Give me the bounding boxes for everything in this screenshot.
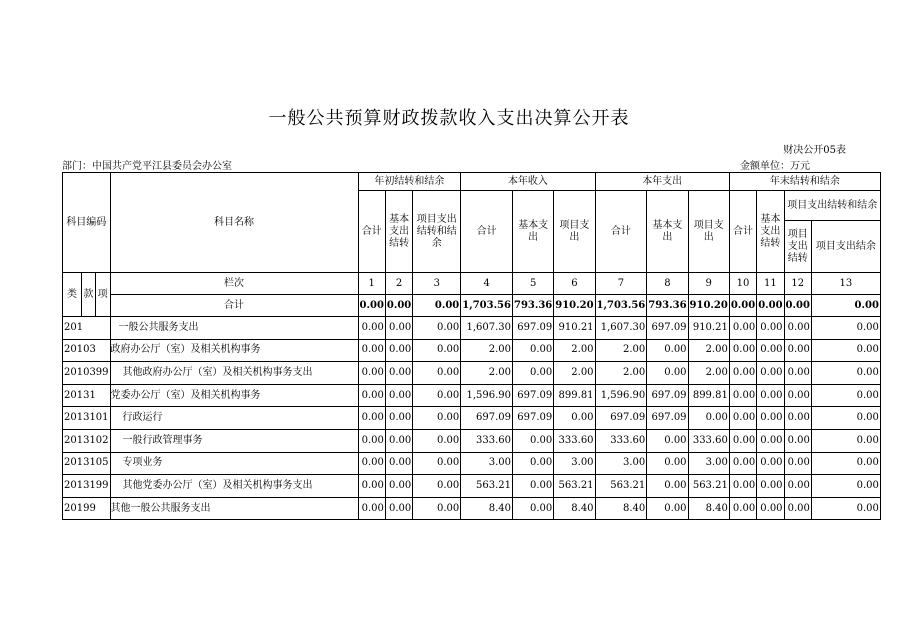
- row-value: 0.00: [757, 339, 784, 362]
- total-cell: 1,703.56: [461, 295, 513, 317]
- row-value: 0.00: [385, 452, 412, 475]
- row-code: 20199: [63, 497, 111, 520]
- row-value: 333.60: [461, 429, 513, 452]
- header-year-income: 本年收入: [461, 173, 595, 191]
- row-value: 0.00: [358, 452, 385, 475]
- row-value: 2.00: [688, 362, 729, 385]
- row-value: 0.00: [811, 339, 880, 362]
- total-cell: 910.20: [688, 295, 729, 317]
- row-value: 0.00: [757, 452, 784, 475]
- row-name: 政府办公厅（室）及相关机构事务: [110, 339, 358, 362]
- row-value: 3.00: [461, 452, 513, 475]
- row-value: 0.00: [358, 475, 385, 498]
- row-value: 0.00: [413, 317, 461, 340]
- col-num: 8: [647, 273, 688, 295]
- row-value: 0.00: [647, 497, 688, 520]
- row-value: 2.00: [595, 339, 647, 362]
- header-expense-project: 项目支出: [688, 191, 729, 273]
- row-name: 专项业务: [110, 452, 358, 475]
- row-name: 其他一般公共服务支出: [110, 497, 358, 520]
- row-value: 0.00: [757, 317, 784, 340]
- total-cell: 0.00: [358, 295, 385, 317]
- row-value: 697.09: [647, 407, 688, 430]
- row-value: 0.00: [385, 407, 412, 430]
- table-row: [63, 339, 881, 362]
- row-value: 333.60: [595, 429, 647, 452]
- header-end-project-group: 项目支出结转和结余: [784, 191, 880, 221]
- row-value: 899.81: [554, 384, 595, 407]
- row-value: 0.00: [729, 384, 756, 407]
- row-value: 0.00: [358, 429, 385, 452]
- row-value: 1,596.90: [461, 384, 513, 407]
- row-value: 0.00: [358, 384, 385, 407]
- row-value: 0.00: [647, 475, 688, 498]
- row-value: 0.00: [757, 362, 784, 385]
- row-value: 563.21: [688, 475, 729, 498]
- table-row: [63, 407, 881, 430]
- header-expense-basic: 基本支出: [647, 191, 688, 273]
- col-num: 11: [757, 273, 784, 295]
- row-value: 0.00: [413, 452, 461, 475]
- row-value: 0.00: [729, 339, 756, 362]
- row-value: 0.00: [413, 429, 461, 452]
- total-cell: 793.36: [647, 295, 688, 317]
- row-value: 0.00: [811, 452, 880, 475]
- total-cell: 0.00: [729, 295, 756, 317]
- header-begin-balance: 年初结转和结余: [358, 173, 461, 191]
- row-value: 0.00: [512, 497, 553, 520]
- col-num: 13: [811, 273, 880, 295]
- table-row: [63, 497, 881, 520]
- table-row: [63, 384, 881, 407]
- row-value: 0.00: [729, 497, 756, 520]
- row-value: 0.00: [385, 497, 412, 520]
- row-value: 0.00: [385, 317, 412, 340]
- row-name: 行政运行: [110, 407, 358, 430]
- header-end-total: 合计: [729, 191, 756, 273]
- row-value: 3.00: [688, 452, 729, 475]
- row-value: 0.00: [413, 384, 461, 407]
- row-value: 0.00: [688, 407, 729, 430]
- row-value: 0.00: [784, 429, 811, 452]
- row-value: 0.00: [729, 452, 756, 475]
- total-label: 合计: [110, 295, 358, 317]
- header-begin-basic: 基本支出结转: [385, 191, 412, 273]
- total-cell: 0.00: [811, 295, 880, 317]
- table-row: [63, 429, 881, 452]
- row-value: 910.21: [554, 317, 595, 340]
- row-name: 其他党委办公厅（室）及相关机构事务支出: [110, 475, 358, 498]
- row-value: 0.00: [385, 384, 412, 407]
- row-value: 0.00: [358, 407, 385, 430]
- row-value: 0.00: [811, 362, 880, 385]
- header-end-balance: 年末结转和结余: [729, 173, 880, 191]
- row-value: 0.00: [729, 475, 756, 498]
- total-cell: 910.20: [554, 295, 595, 317]
- row-code: 20131: [63, 384, 111, 407]
- row-value: 0.00: [647, 362, 688, 385]
- row-value: 0.00: [385, 475, 412, 498]
- row-value: 563.21: [461, 475, 513, 498]
- header-column-index-label: 栏次: [110, 273, 358, 295]
- row-value: 0.00: [757, 407, 784, 430]
- table-row: [63, 362, 881, 385]
- row-value: 0.00: [811, 384, 880, 407]
- header-subject-code: 科目编码: [63, 173, 111, 273]
- row-value: 0.00: [729, 317, 756, 340]
- row-value: 333.60: [554, 429, 595, 452]
- header-expense-total: 合计: [595, 191, 647, 273]
- row-value: 0.00: [784, 452, 811, 475]
- row-value: 563.21: [595, 475, 647, 498]
- row-value: 697.09: [595, 407, 647, 430]
- total-cell: 0.00: [385, 295, 412, 317]
- row-value: 0.00: [385, 362, 412, 385]
- header-kuan: 款: [82, 273, 96, 317]
- row-value: 0.00: [729, 362, 756, 385]
- row-value: 697.09: [512, 317, 553, 340]
- row-value: 1,607.30: [595, 317, 647, 340]
- col-num: 1: [358, 273, 385, 295]
- row-name: 其他政府办公厅（室）及相关机构事务支出: [110, 362, 358, 385]
- col-num: 12: [784, 273, 811, 295]
- row-value: 0.00: [784, 362, 811, 385]
- row-value: 697.09: [647, 384, 688, 407]
- header-subject-name: 科目名称: [110, 173, 358, 273]
- unit-label: 金额单位：万元: [740, 161, 810, 172]
- table-row: [63, 317, 881, 340]
- row-code: 2010399: [63, 362, 111, 385]
- row-value: 0.00: [647, 452, 688, 475]
- row-code: 2013101: [63, 407, 111, 430]
- row-value: 2.00: [461, 339, 513, 362]
- row-value: 0.00: [413, 497, 461, 520]
- row-value: 0.00: [811, 407, 880, 430]
- department-label: 部门：中国共产党平江县委员会办公室: [62, 161, 232, 172]
- header-income-project: 项目支出: [554, 191, 595, 273]
- table-row: [63, 475, 881, 498]
- total-row: [63, 295, 881, 317]
- row-code: 201: [63, 317, 111, 340]
- table-number: 财决公开05表: [783, 145, 846, 156]
- header-end-basic: 基本支出结转: [757, 191, 784, 273]
- row-value: 8.40: [554, 497, 595, 520]
- row-value: 0.00: [784, 407, 811, 430]
- row-value: 697.09: [512, 407, 553, 430]
- header-end-project-surplus: 项目支出结余: [811, 221, 880, 273]
- row-value: 0.00: [784, 475, 811, 498]
- col-num: 7: [595, 273, 647, 295]
- total-cell: 0.00: [757, 295, 784, 317]
- row-name: 一般公共服务支出: [110, 317, 358, 340]
- row-value: 0.00: [413, 339, 461, 362]
- row-name: 一般行政管理事务: [110, 429, 358, 452]
- row-value: 0.00: [784, 339, 811, 362]
- row-value: 0.00: [512, 429, 553, 452]
- row-value: 333.60: [688, 429, 729, 452]
- row-value: 910.21: [688, 317, 729, 340]
- row-value: 1,596.90: [595, 384, 647, 407]
- row-value: 2.00: [461, 362, 513, 385]
- header-year-expense: 本年支出: [595, 173, 729, 191]
- row-value: 0.00: [784, 497, 811, 520]
- row-value: 3.00: [595, 452, 647, 475]
- row-value: 0.00: [811, 317, 880, 340]
- header-xiang: 项: [95, 273, 110, 317]
- row-value: 2.00: [554, 362, 595, 385]
- total-cell: 1,703.56: [595, 295, 647, 317]
- col-num: 5: [512, 273, 553, 295]
- row-value: 0.00: [647, 429, 688, 452]
- row-value: 0.00: [757, 497, 784, 520]
- header-begin-project: 项目支出结转和结余: [413, 191, 461, 273]
- total-cell: 0.00: [413, 295, 461, 317]
- row-code: 20103: [63, 339, 111, 362]
- col-num: 2: [385, 273, 412, 295]
- header-income-total: 合计: [461, 191, 513, 273]
- row-value: 697.09: [461, 407, 513, 430]
- col-num: 6: [554, 273, 595, 295]
- row-value: 8.40: [595, 497, 647, 520]
- row-code: 2013105: [63, 452, 111, 475]
- row-value: 0.00: [729, 407, 756, 430]
- col-num: 9: [688, 273, 729, 295]
- row-value: 0.00: [512, 452, 553, 475]
- row-value: 697.09: [647, 317, 688, 340]
- total-cell: 0.00: [784, 295, 811, 317]
- header-begin-total: 合计: [358, 191, 385, 273]
- row-value: 0.00: [811, 497, 880, 520]
- row-value: 0.00: [647, 339, 688, 362]
- header-lei: 类: [63, 273, 82, 317]
- row-value: 0.00: [729, 429, 756, 452]
- row-value: 899.81: [688, 384, 729, 407]
- row-value: 2.00: [554, 339, 595, 362]
- row-value: 0.00: [512, 339, 553, 362]
- row-value: 0.00: [757, 429, 784, 452]
- budget-table: [62, 172, 881, 520]
- row-code: 2013199: [63, 475, 111, 498]
- row-value: 0.00: [554, 407, 595, 430]
- table-row: [63, 452, 881, 475]
- row-value: 2.00: [595, 362, 647, 385]
- row-value: 8.40: [461, 497, 513, 520]
- col-num: 3: [413, 273, 461, 295]
- row-value: 563.21: [554, 475, 595, 498]
- row-value: 8.40: [688, 497, 729, 520]
- row-value: 0.00: [811, 475, 880, 498]
- row-value: 2.00: [688, 339, 729, 362]
- row-value: 0.00: [784, 384, 811, 407]
- row-value: 0.00: [385, 429, 412, 452]
- row-value: 0.00: [358, 362, 385, 385]
- total-cell: 793.36: [512, 295, 553, 317]
- row-value: 0.00: [358, 317, 385, 340]
- row-code: 2013102: [63, 429, 111, 452]
- row-value: 0.00: [358, 497, 385, 520]
- header-income-basic: 基本支出: [512, 191, 553, 273]
- col-num: 10: [729, 273, 756, 295]
- row-value: 0.00: [385, 339, 412, 362]
- row-value: 697.09: [512, 384, 553, 407]
- row-value: 3.00: [554, 452, 595, 475]
- row-value: 0.00: [811, 429, 880, 452]
- row-value: 0.00: [512, 475, 553, 498]
- row-value: 0.00: [512, 362, 553, 385]
- row-value: 0.00: [757, 384, 784, 407]
- row-value: 0.00: [413, 475, 461, 498]
- row-value: 1,607.30: [461, 317, 513, 340]
- row-value: 0.00: [358, 339, 385, 362]
- header-end-project-carry: 项目支出结转: [784, 221, 811, 273]
- report-title: 一般公共预算财政拨款收入支出决算公开表: [268, 108, 630, 129]
- row-value: 0.00: [757, 475, 784, 498]
- row-value: 0.00: [784, 317, 811, 340]
- col-num: 4: [461, 273, 513, 295]
- row-value: 0.00: [413, 407, 461, 430]
- row-name: 党委办公厅（室）及相关机构事务: [110, 384, 358, 407]
- row-value: 0.00: [413, 362, 461, 385]
